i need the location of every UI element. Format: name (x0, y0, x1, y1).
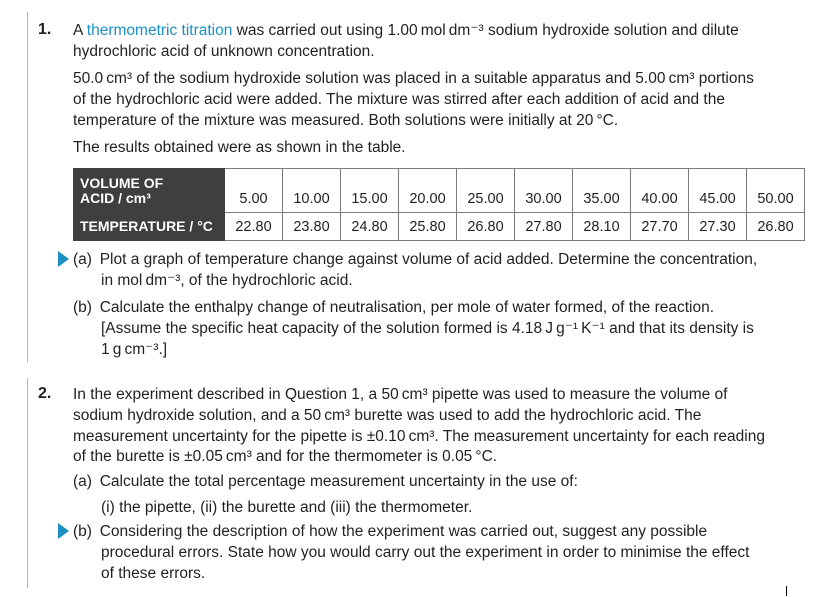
volume-cell: 35.00 (573, 169, 631, 213)
method-line-2: of the hydrochloric acid were added. The mixture was stirred after each addition of acid and the (73, 90, 725, 108)
temperature-cell: 23.80 (283, 213, 341, 241)
q2-line-1: In the experiment described in Question 1, a 50 cm³ pipette was used to measure the volume of (73, 386, 728, 403)
results-table (73, 168, 805, 241)
temperature-cell: 28.10 (573, 213, 631, 241)
temperature-cell: 27.30 (689, 213, 747, 241)
volume-cell: 15.00 (341, 169, 399, 213)
question-1-margin-rule (27, 12, 28, 362)
volume-cell: 50.00 (747, 169, 805, 213)
temperature-cell: 24.80 (341, 213, 399, 241)
temperature-cell: 27.80 (515, 213, 573, 241)
question-1-part-a (73, 250, 757, 292)
temperature-cell: 25.80 (399, 213, 457, 241)
temperature-cell: 27.70 (631, 213, 689, 241)
temperature-header: TEMPERATURE / °C (74, 213, 225, 241)
q2-line-2: sodium hydroxide solution, and a 50 cm³ burette was used to add the hydrochloric acid. The (73, 406, 702, 424)
question-2-intro (73, 385, 765, 468)
part-b-line-1: (b) Calculate the enthalpy change of neutralisation, per mole of water formed, of the reaction. (73, 299, 715, 316)
volume-cell: 5.00 (225, 169, 283, 213)
method-line-1: 50.0 cm³ of the sodium hydroxide solution was placed in a suitable apparatus and 5.00 cm³ portions (73, 70, 754, 87)
part-a-line-2: in mol dm⁻³, of the hydrochloric acid. (101, 271, 353, 289)
triangle-right-icon (58, 523, 69, 539)
q2-line-3: measurement uncertainty for the pipette is ±0.10 cm³. The measurement uncertainty for each reading (73, 427, 765, 445)
part-b-line-2: [Assume the specific heat capacity of the solution formed is 4.18 J g⁻¹ K⁻¹ and that its density is (101, 319, 754, 337)
temperature-cell: 26.80 (747, 213, 805, 241)
volume-cell: 10.00 (283, 169, 341, 213)
triangle-right-icon (58, 251, 69, 267)
temperature-row (74, 213, 805, 241)
text-cursor (786, 586, 787, 596)
question-2-margin-rule (27, 378, 28, 588)
q2-part-b-line-1: (b) Considering the description of how the experiment was carried out, suggest any possible (73, 523, 708, 540)
volume-header-line-2: ACID / cm³ (80, 189, 151, 206)
q2-line-4: of the burette is ±0.05 cm³ and for the thermometer is 0.05 °C. (73, 448, 498, 466)
temperature-cell: 22.80 (225, 213, 283, 241)
volume-cell: 45.00 (689, 169, 747, 213)
q2-part-a-line-1: (a) Calculate the total percentage measurement uncertainty in the use of: (73, 473, 578, 490)
volume-cell: 20.00 (399, 169, 457, 213)
volume-row (74, 169, 805, 213)
question-2-number: 2. (38, 385, 52, 402)
temperature-cell: 26.80 (457, 213, 515, 241)
volume-header-line-1: VOLUME OF (80, 174, 164, 191)
q2-part-b-line-3: of these errors. (101, 564, 206, 582)
question-1-number: 1. (38, 21, 52, 38)
question-1-method (73, 69, 754, 131)
volume-cell: 30.00 (515, 169, 573, 213)
question-2-part-a (73, 472, 578, 519)
question-1-part-b (73, 298, 754, 360)
part-a-line-1: (a) Plot a graph of temperature change against volume of acid added. Determine the concentration, (73, 251, 758, 268)
intro-text-b: was carried out using 1.00 mol dm⁻³ sodium hydroxide solution and dilute (232, 22, 739, 39)
intro-line-2: hydrochloric acid of unknown concentration. (73, 42, 375, 60)
q2-part-b-line-2: procedural errors. State how you would carry out the experiment in order to minimise the effect (101, 543, 750, 561)
part-b-line-3: 1 g cm⁻³.] (101, 340, 168, 358)
question-1-results-intro: The results obtained were as shown in the table. (73, 139, 406, 156)
question-1-intro (73, 21, 739, 63)
method-line-3: temperature of the mixture was measured. Both solutions were initially at 20 °C. (73, 111, 619, 129)
question-2-part-b (73, 522, 749, 584)
q2-part-a-line-2: (i) the pipette, (ii) the burette and (iii) the thermometer. (101, 498, 473, 516)
thermometric-titration-term: thermometric titration (86, 22, 233, 39)
volume-header (74, 169, 225, 213)
volume-cell: 40.00 (631, 169, 689, 213)
volume-cell: 25.00 (457, 169, 515, 213)
intro-text-a: A (73, 22, 87, 39)
